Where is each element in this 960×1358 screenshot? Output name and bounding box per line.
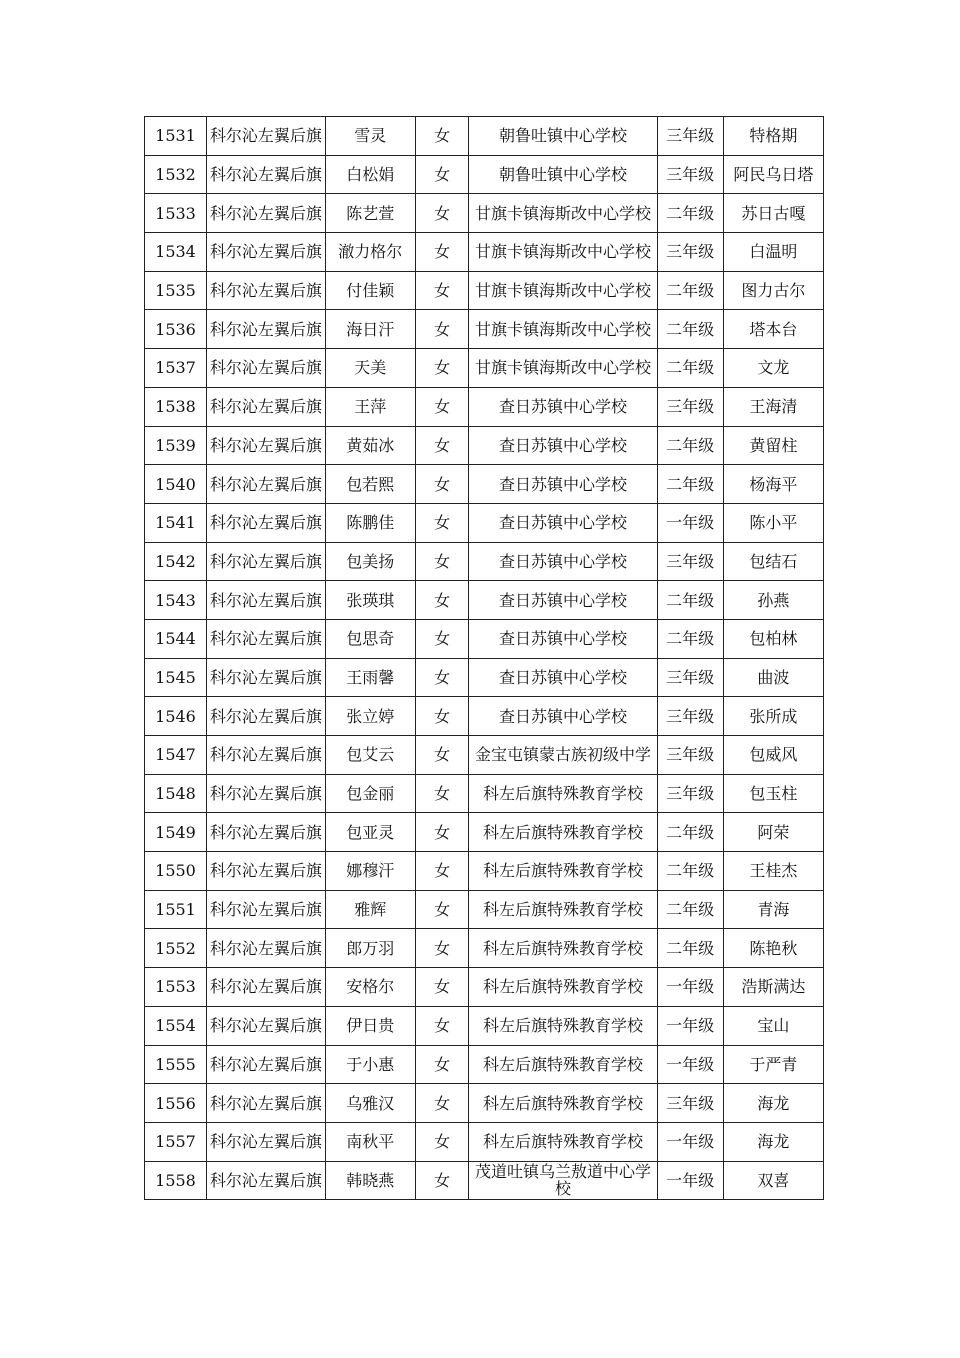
student-name-cell: 郎万羽: [325, 929, 415, 968]
grade-cell: 一年级: [657, 1122, 723, 1161]
table-row: [145, 813, 824, 852]
grade-cell: 一年级: [657, 503, 723, 542]
grade-cell: 二年级: [657, 194, 723, 233]
student-name-cell: 天美: [325, 349, 415, 388]
grade-cell: 三年级: [657, 155, 723, 194]
school-cell: 甘旗卡镇海斯改中心学校: [469, 233, 657, 272]
row-number-cell: 1537: [145, 349, 207, 388]
row-number-cell: 1552: [145, 929, 207, 968]
table-row: [145, 117, 824, 156]
region-cell: 科尔沁左翼后旗: [207, 813, 326, 852]
table-row: [145, 349, 824, 388]
row-number-cell: 1546: [145, 697, 207, 736]
table-row: [145, 387, 824, 426]
table-row: [145, 426, 824, 465]
gender-cell: 女: [415, 542, 469, 581]
region-cell: 科尔沁左翼后旗: [207, 1006, 326, 1045]
teacher-cell: 黄留柱: [723, 426, 823, 465]
row-number-cell: 1554: [145, 1006, 207, 1045]
school-cell: 茂道吐镇乌兰敖道中心学校: [469, 1161, 657, 1200]
region-cell: 科尔沁左翼后旗: [207, 426, 326, 465]
school-cell: 科左后旗特殊教育学校: [469, 1084, 657, 1123]
region-cell: 科尔沁左翼后旗: [207, 890, 326, 929]
student-name-cell: 包艾云: [325, 736, 415, 775]
region-cell: 科尔沁左翼后旗: [207, 233, 326, 272]
grade-cell: 二年级: [657, 929, 723, 968]
region-cell: 科尔沁左翼后旗: [207, 852, 326, 891]
row-number-cell: 1555: [145, 1045, 207, 1084]
student-name-cell: 雅辉: [325, 890, 415, 929]
row-number-cell: 1535: [145, 271, 207, 310]
teacher-cell: 阿荣: [723, 813, 823, 852]
table-row: [145, 968, 824, 1007]
grade-cell: 二年级: [657, 581, 723, 620]
school-cell: 甘旗卡镇海斯改中心学校: [469, 349, 657, 388]
row-number-cell: 1538: [145, 387, 207, 426]
row-number-cell: 1541: [145, 503, 207, 542]
student-name-cell: 张立婷: [325, 697, 415, 736]
grade-cell: 一年级: [657, 1045, 723, 1084]
grade-cell: 二年级: [657, 465, 723, 504]
row-number-cell: 1553: [145, 968, 207, 1007]
region-cell: 科尔沁左翼后旗: [207, 349, 326, 388]
student-name-cell: 海日汗: [325, 310, 415, 349]
gender-cell: 女: [415, 310, 469, 349]
region-cell: 科尔沁左翼后旗: [207, 387, 326, 426]
gender-cell: 女: [415, 658, 469, 697]
row-number-cell: 1556: [145, 1084, 207, 1123]
teacher-cell: 包结石: [723, 542, 823, 581]
grade-cell: 三年级: [657, 697, 723, 736]
grade-cell: 二年级: [657, 890, 723, 929]
region-cell: 科尔沁左翼后旗: [207, 697, 326, 736]
gender-cell: 女: [415, 581, 469, 620]
grade-cell: 二年级: [657, 310, 723, 349]
gender-cell: 女: [415, 1045, 469, 1084]
table-row: [145, 1006, 824, 1045]
gender-cell: 女: [415, 233, 469, 272]
school-cell: 朝鲁吐镇中心学校: [469, 155, 657, 194]
grade-cell: 三年级: [657, 1084, 723, 1123]
school-cell: 查日苏镇中心学校: [469, 619, 657, 658]
teacher-cell: 曲波: [723, 658, 823, 697]
teacher-cell: 特格期: [723, 117, 823, 156]
region-cell: 科尔沁左翼后旗: [207, 503, 326, 542]
region-cell: 科尔沁左翼后旗: [207, 658, 326, 697]
gender-cell: 女: [415, 503, 469, 542]
gender-cell: 女: [415, 117, 469, 156]
gender-cell: 女: [415, 194, 469, 233]
region-cell: 科尔沁左翼后旗: [207, 465, 326, 504]
school-cell: 金宝屯镇蒙古族初级中学: [469, 736, 657, 775]
row-number-cell: 1547: [145, 736, 207, 775]
gender-cell: 女: [415, 813, 469, 852]
student-name-cell: 包美扬: [325, 542, 415, 581]
gender-cell: 女: [415, 426, 469, 465]
grade-cell: 二年级: [657, 619, 723, 658]
student-name-cell: 娜穆汗: [325, 852, 415, 891]
region-cell: 科尔沁左翼后旗: [207, 1084, 326, 1123]
student-name-cell: 南秋平: [325, 1122, 415, 1161]
row-number-cell: 1549: [145, 813, 207, 852]
region-cell: 科尔沁左翼后旗: [207, 1045, 326, 1084]
row-number-cell: 1550: [145, 852, 207, 891]
region-cell: 科尔沁左翼后旗: [207, 581, 326, 620]
student-name-cell: 包金丽: [325, 774, 415, 813]
region-cell: 科尔沁左翼后旗: [207, 117, 326, 156]
school-cell: 甘旗卡镇海斯改中心学校: [469, 271, 657, 310]
teacher-cell: 包柏林: [723, 619, 823, 658]
row-number-cell: 1551: [145, 890, 207, 929]
student-name-cell: 包亚灵: [325, 813, 415, 852]
region-cell: 科尔沁左翼后旗: [207, 155, 326, 194]
gender-cell: 女: [415, 774, 469, 813]
grade-cell: 一年级: [657, 1161, 723, 1200]
row-number-cell: 1534: [145, 233, 207, 272]
teacher-cell: 文龙: [723, 349, 823, 388]
student-name-cell: 王雨馨: [325, 658, 415, 697]
gender-cell: 女: [415, 736, 469, 775]
student-name-cell: 包若熙: [325, 465, 415, 504]
table-row: [145, 890, 824, 929]
row-number-cell: 1545: [145, 658, 207, 697]
school-cell: 科左后旗特殊教育学校: [469, 774, 657, 813]
row-number-cell: 1557: [145, 1122, 207, 1161]
school-cell: 科左后旗特殊教育学校: [469, 968, 657, 1007]
region-cell: 科尔沁左翼后旗: [207, 542, 326, 581]
table-row: [145, 658, 824, 697]
grade-cell: 一年级: [657, 1006, 723, 1045]
gender-cell: 女: [415, 465, 469, 504]
gender-cell: 女: [415, 697, 469, 736]
region-cell: 科尔沁左翼后旗: [207, 619, 326, 658]
grade-cell: 三年级: [657, 387, 723, 426]
teacher-cell: 于严青: [723, 1045, 823, 1084]
table-row: [145, 503, 824, 542]
teacher-cell: 张所成: [723, 697, 823, 736]
table-row: [145, 581, 824, 620]
school-cell: 查日苏镇中心学校: [469, 426, 657, 465]
teacher-cell: 杨海平: [723, 465, 823, 504]
school-cell: 科左后旗特殊教育学校: [469, 813, 657, 852]
school-cell: 查日苏镇中心学校: [469, 387, 657, 426]
gender-cell: 女: [415, 929, 469, 968]
row-number-cell: 1543: [145, 581, 207, 620]
student-name-cell: 张瑛琪: [325, 581, 415, 620]
student-name-cell: 包思奇: [325, 619, 415, 658]
gender-cell: 女: [415, 349, 469, 388]
teacher-cell: 陈艳秋: [723, 929, 823, 968]
row-number-cell: 1533: [145, 194, 207, 233]
student-name-cell: 韩晓燕: [325, 1161, 415, 1200]
row-number-cell: 1548: [145, 774, 207, 813]
grade-cell: 三年级: [657, 117, 723, 156]
student-name-cell: 伊日贵: [325, 1006, 415, 1045]
table-row: [145, 1161, 824, 1200]
gender-cell: 女: [415, 619, 469, 658]
student-name-cell: 付佳颖: [325, 271, 415, 310]
teacher-cell: 海龙: [723, 1122, 823, 1161]
school-cell: 科左后旗特殊教育学校: [469, 852, 657, 891]
student-name-cell: 王萍: [325, 387, 415, 426]
gender-cell: 女: [415, 271, 469, 310]
gender-cell: 女: [415, 852, 469, 891]
table-row: [145, 697, 824, 736]
table-row: [145, 1122, 824, 1161]
row-number-cell: 1542: [145, 542, 207, 581]
row-number-cell: 1531: [145, 117, 207, 156]
school-cell: 科左后旗特殊教育学校: [469, 890, 657, 929]
teacher-cell: 青海: [723, 890, 823, 929]
row-number-cell: 1532: [145, 155, 207, 194]
grade-cell: 三年级: [657, 736, 723, 775]
teacher-cell: 包玉柱: [723, 774, 823, 813]
region-cell: 科尔沁左翼后旗: [207, 1161, 326, 1200]
grade-cell: 三年级: [657, 542, 723, 581]
teacher-cell: 包威风: [723, 736, 823, 775]
table-row: [145, 155, 824, 194]
table-body: [145, 117, 824, 1200]
teacher-cell: 海龙: [723, 1084, 823, 1123]
teacher-cell: 宝山: [723, 1006, 823, 1045]
row-number-cell: 1544: [145, 619, 207, 658]
school-cell: 查日苏镇中心学校: [469, 581, 657, 620]
student-table: [144, 116, 824, 1200]
grade-cell: 三年级: [657, 233, 723, 272]
school-cell: 科左后旗特殊教育学校: [469, 1122, 657, 1161]
school-cell: 朝鲁吐镇中心学校: [469, 117, 657, 156]
teacher-cell: 塔本台: [723, 310, 823, 349]
school-cell: 查日苏镇中心学校: [469, 503, 657, 542]
teacher-cell: 苏日古嘎: [723, 194, 823, 233]
grade-cell: 二年级: [657, 349, 723, 388]
student-name-cell: 雪灵: [325, 117, 415, 156]
teacher-cell: 图力古尔: [723, 271, 823, 310]
student-name-cell: 安格尔: [325, 968, 415, 1007]
region-cell: 科尔沁左翼后旗: [207, 194, 326, 233]
grade-cell: 一年级: [657, 968, 723, 1007]
grade-cell: 二年级: [657, 426, 723, 465]
table-row: [145, 619, 824, 658]
region-cell: 科尔沁左翼后旗: [207, 1122, 326, 1161]
row-number-cell: 1536: [145, 310, 207, 349]
table-row: [145, 1084, 824, 1123]
gender-cell: 女: [415, 1122, 469, 1161]
teacher-cell: 孙燕: [723, 581, 823, 620]
table-row: [145, 310, 824, 349]
student-name-cell: 陈艺萱: [325, 194, 415, 233]
table-row: [145, 929, 824, 968]
region-cell: 科尔沁左翼后旗: [207, 736, 326, 775]
region-cell: 科尔沁左翼后旗: [207, 968, 326, 1007]
region-cell: 科尔沁左翼后旗: [207, 774, 326, 813]
student-name-cell: 陈鹏佳: [325, 503, 415, 542]
gender-cell: 女: [415, 1084, 469, 1123]
table-row: [145, 233, 824, 272]
student-name-cell: 澈力格尔: [325, 233, 415, 272]
table-row: [145, 736, 824, 775]
teacher-cell: 双喜: [723, 1161, 823, 1200]
school-cell: 科左后旗特殊教育学校: [469, 929, 657, 968]
teacher-cell: 浩斯满达: [723, 968, 823, 1007]
table-row: [145, 194, 824, 233]
school-cell: 查日苏镇中心学校: [469, 658, 657, 697]
table-row: [145, 1045, 824, 1084]
teacher-cell: 白温明: [723, 233, 823, 272]
student-name-cell: 于小惠: [325, 1045, 415, 1084]
table-row: [145, 465, 824, 504]
table-row: [145, 852, 824, 891]
grade-cell: 二年级: [657, 813, 723, 852]
row-number-cell: 1539: [145, 426, 207, 465]
school-cell: 科左后旗特殊教育学校: [469, 1006, 657, 1045]
gender-cell: 女: [415, 890, 469, 929]
gender-cell: 女: [415, 968, 469, 1007]
teacher-cell: 陈小平: [723, 503, 823, 542]
school-cell: 查日苏镇中心学校: [469, 697, 657, 736]
student-name-cell: 白松娟: [325, 155, 415, 194]
gender-cell: 女: [415, 387, 469, 426]
school-cell: 查日苏镇中心学校: [469, 465, 657, 504]
gender-cell: 女: [415, 1006, 469, 1045]
table-row: [145, 774, 824, 813]
student-name-cell: 乌雅汉: [325, 1084, 415, 1123]
grade-cell: 二年级: [657, 852, 723, 891]
table-row: [145, 542, 824, 581]
region-cell: 科尔沁左翼后旗: [207, 929, 326, 968]
grade-cell: 三年级: [657, 658, 723, 697]
school-cell: 甘旗卡镇海斯改中心学校: [469, 194, 657, 233]
row-number-cell: 1558: [145, 1161, 207, 1200]
grade-cell: 二年级: [657, 271, 723, 310]
school-cell: 甘旗卡镇海斯改中心学校: [469, 310, 657, 349]
school-cell: 科左后旗特殊教育学校: [469, 1045, 657, 1084]
region-cell: 科尔沁左翼后旗: [207, 271, 326, 310]
teacher-cell: 王海清: [723, 387, 823, 426]
teacher-cell: 阿民乌日塔: [723, 155, 823, 194]
region-cell: 科尔沁左翼后旗: [207, 310, 326, 349]
row-number-cell: 1540: [145, 465, 207, 504]
gender-cell: 女: [415, 155, 469, 194]
table-row: [145, 271, 824, 310]
grade-cell: 三年级: [657, 774, 723, 813]
gender-cell: 女: [415, 1161, 469, 1200]
teacher-cell: 王桂杰: [723, 852, 823, 891]
school-cell: 查日苏镇中心学校: [469, 542, 657, 581]
student-name-cell: 黄茹冰: [325, 426, 415, 465]
